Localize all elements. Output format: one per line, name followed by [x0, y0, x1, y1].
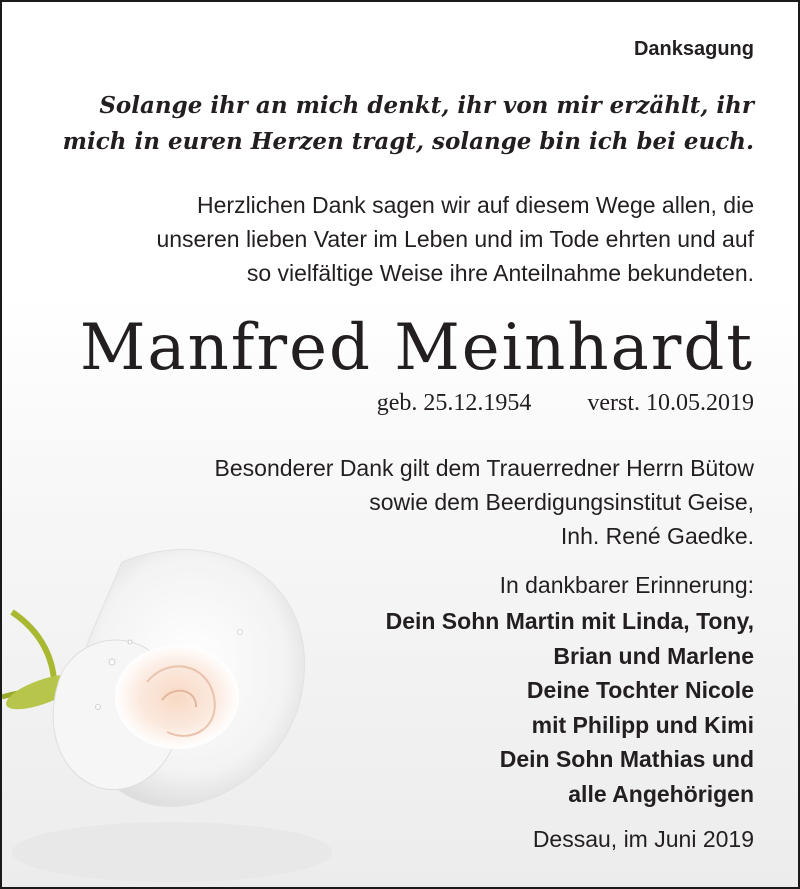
signatory-line: alle Angehörigen — [568, 780, 754, 807]
deceased-name: Manfred Meinhardt — [79, 311, 754, 385]
signatory-line: Dein Sohn Martin mit Linda, Tony, — [385, 608, 754, 634]
motto-quote — [34, 88, 754, 160]
thanks-line: so vielfältige Weise ihre Anteilnahme bekundeten. — [246, 260, 754, 286]
signatory-line: Brian und Marlene — [553, 642, 754, 669]
signatory-line: Deine Tochter Nicole — [526, 677, 754, 703]
special-thanks-line: sowie dem Beerdigungsinstitut Geise, — [369, 489, 754, 515]
special-thanks — [54, 451, 754, 553]
special-thanks-line: Inh. René Gaedke. — [560, 523, 754, 549]
signatories — [194, 604, 754, 811]
thanks-paragraph — [34, 188, 754, 290]
memory-line: In dankbarer Erinnerung: — [499, 572, 754, 598]
thanks-line: Herzlichen Dank sagen wir auf diesem Wege allen, die — [197, 192, 754, 218]
death-date: verst. 10.05.2019 — [587, 390, 754, 416]
place-date: Dessau, im Juni 2019 — [532, 826, 754, 852]
birth-date: geb. 25.12.1954 — [376, 390, 532, 416]
life-dates — [377, 390, 754, 417]
special-thanks-line: Besonderer Dank gilt dem Trauerredner Herrn Bütow — [214, 455, 754, 481]
motto-line: Solange ihr an mich denkt, ihr von mir erzählt, ihr — [99, 92, 754, 119]
signatory-line: Dein Sohn Mathias und — [499, 746, 754, 772]
signatory-line: mit Philipp und Kimi — [531, 711, 754, 738]
motto-line: mich in euren Herzen tragt, solange bin ich bei euch. — [62, 128, 754, 155]
thanks-line: unseren lieben Vater im Leben und im Tode ehrten und auf — [156, 226, 754, 252]
heading-danksagung: Danksagung — [633, 38, 754, 60]
